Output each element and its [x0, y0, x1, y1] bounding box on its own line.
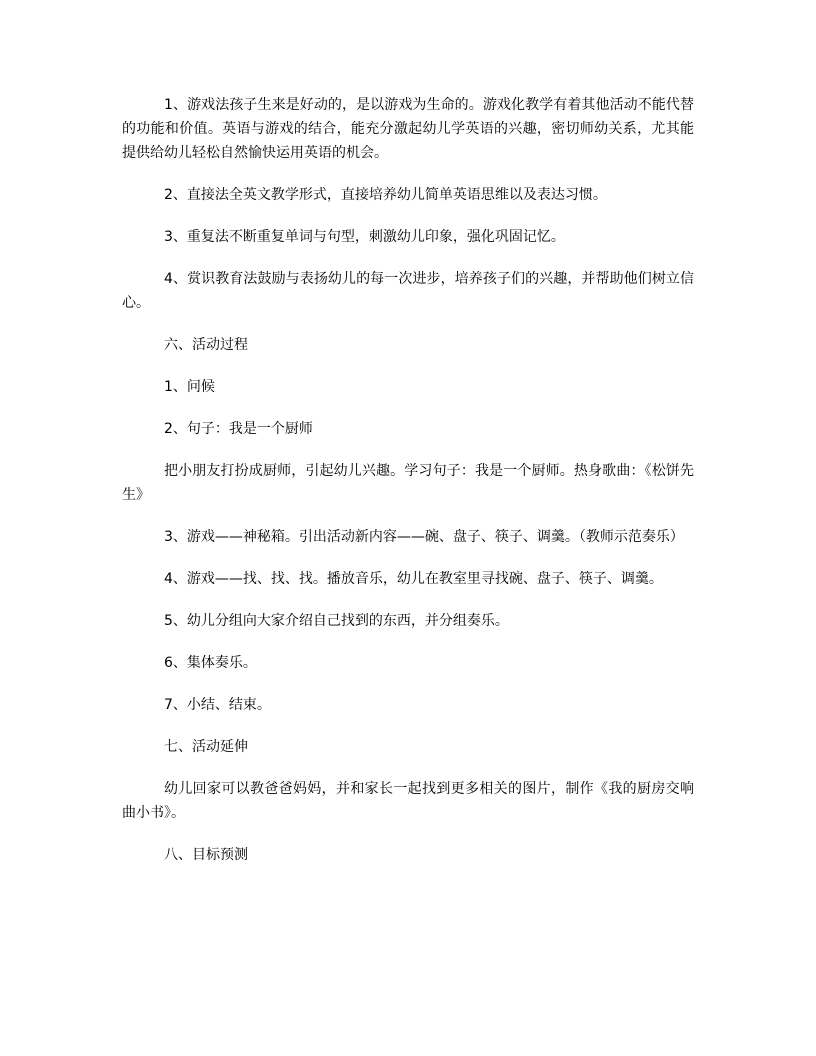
- step-sentence: 2、句子：我是一个厨师: [164, 421, 313, 437]
- step-greeting: 1、问候: [164, 379, 215, 395]
- paragraph-method-game: 1、游戏法孩子生来是好动的，是以游戏为生命的。游戏化教学有着其他活动不能代替的功能和价值。英语与游戏的结合，能充分激起幼儿学英语的兴趣，密切师幼关系，尤其能提供给幼儿轻松自然愉快运用英语的机会。: [122, 97, 694, 161]
- section-heading-goal-prediction: 八、目标预测: [164, 847, 248, 863]
- document-body: [122, 93, 694, 885]
- step-summary: 7、小结、结束。: [164, 697, 271, 713]
- paragraph-method-repeat: 3、重复法不断重复单词与句型，刺激幼儿印象，强化巩固记忆。: [164, 229, 565, 245]
- paragraph-method-direct: 2、直接法全英文教学形式，直接培养幼儿简单英语思维以及表达习惯。: [164, 187, 607, 203]
- step-mystery-box: 3、游戏——神秘箱。引出活动新内容——碗、盘子、筷子、调羹。（教师示范奏乐）: [164, 529, 684, 545]
- paragraph-extension: 幼儿回家可以教爸爸妈妈，并和家长一起找到更多相关的图片，制作《我的厨房交响曲小书》。: [122, 781, 694, 821]
- section-heading-activity-process: 六、活动过程: [164, 337, 248, 353]
- paragraph-method-appreciation: 4、赏识教育法鼓励与表扬幼儿的每一次进步，培养孩子们的兴趣，并帮助他们树立信心。: [122, 271, 694, 311]
- step-group-intro: 5、幼儿分组向大家介绍自己找到的东西，并分组奏乐。: [164, 613, 509, 629]
- step-group-music: 6、集体奏乐。: [164, 655, 257, 671]
- step-find-game: 4、游戏——找、找、找。播放音乐，幼儿在教室里寻找碗、盘子、筷子、调羹。: [164, 571, 663, 587]
- section-heading-extension: 七、活动延伸: [164, 739, 248, 755]
- step-sentence-detail: 把小朋友打扮成厨师，引起幼儿兴趣。学习句子：我是一个厨师。热身歌曲：《松饼先生》: [122, 463, 694, 503]
